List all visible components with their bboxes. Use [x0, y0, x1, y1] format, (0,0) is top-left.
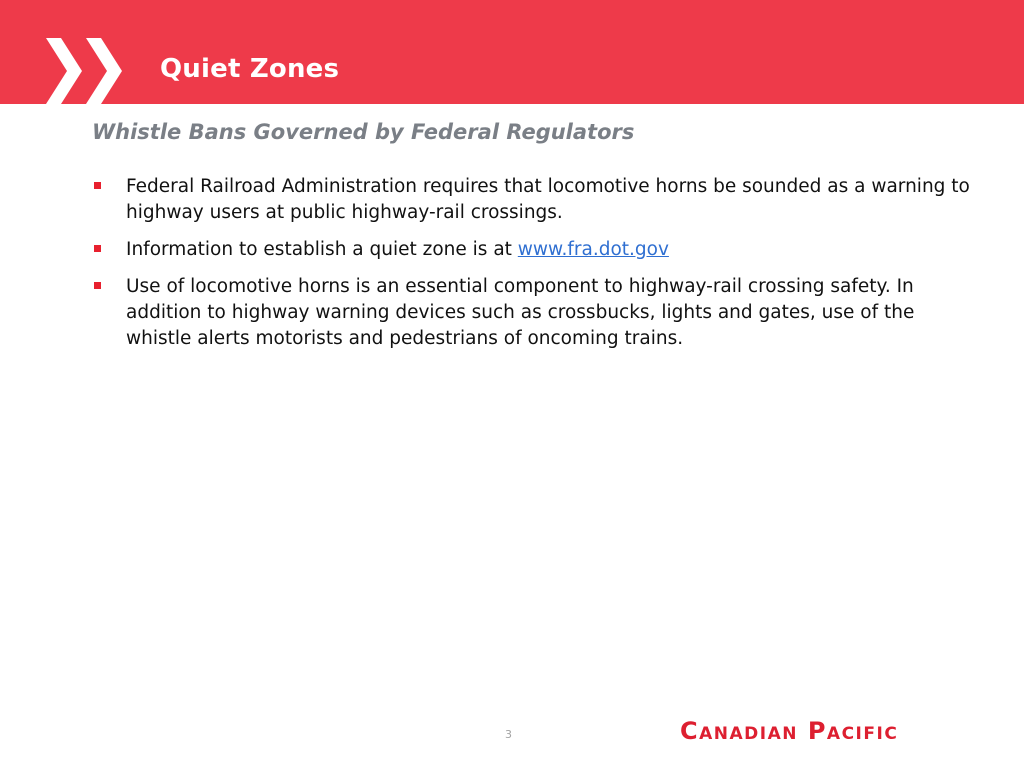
- header-bar: [0, 0, 1024, 104]
- bullet-item: [92, 274, 972, 352]
- bullet-text: Use of locomotive horns is an essential component to highway-rail crossing safety. In addition to highway warning devices such as crossbucks, lights and gates, use of the whistle alerts motorists and pedestrians of oncoming trains.: [126, 276, 915, 349]
- bullet-text: Information to establish a quiet zone is at: [126, 239, 518, 260]
- square-bullet-icon: [94, 282, 101, 289]
- bullet-item: [92, 237, 972, 263]
- bullet-item: [92, 174, 972, 226]
- canadian-pacific-logo: Canadian Pacific: [680, 717, 899, 745]
- slide-subtitle: Whistle Bans Governed by Federal Regulators: [92, 120, 635, 144]
- slide-title: Quiet Zones: [160, 54, 340, 84]
- double-chevron-right-icon: [44, 38, 124, 104]
- square-bullet-icon: [94, 245, 101, 252]
- page-number: 3: [505, 728, 512, 741]
- fra-website-link[interactable]: www.fra.dot.gov: [517, 239, 669, 260]
- bullet-list: [92, 174, 972, 363]
- square-bullet-icon: [94, 182, 101, 189]
- bullet-text: Federal Railroad Administration requires that locomotive horns be sounded as a warning to highway users at public highway-rail crossings.: [126, 176, 970, 223]
